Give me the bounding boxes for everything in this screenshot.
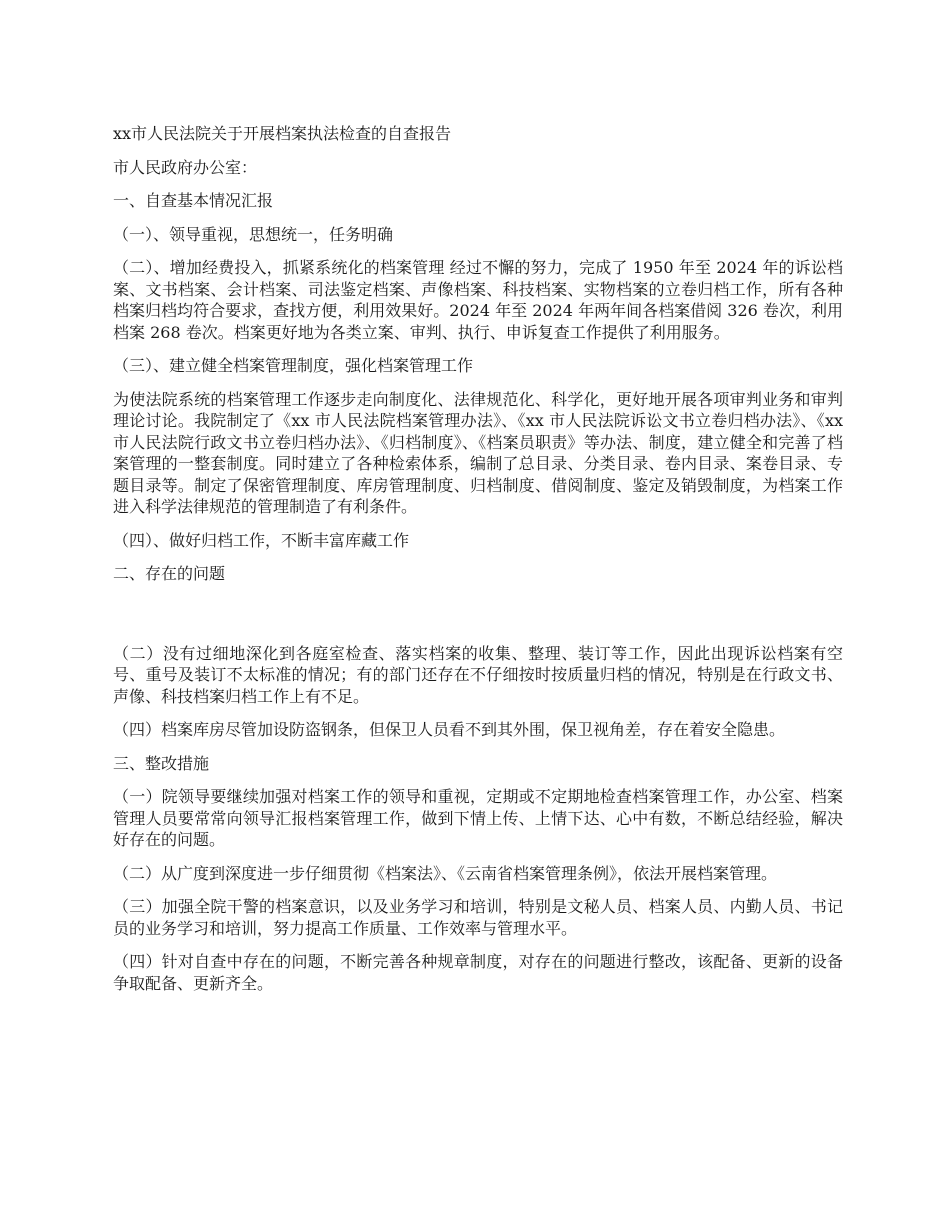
section-heading-3: 三、整改措施: [113, 753, 210, 773]
section-heading-1: 一、自查基本情况汇报: [113, 191, 274, 210]
measure-item-3: （三）加强全院干警的档案意识，以及业务学习和培训，特别是文秘人员、档案人员、内勤人员、书记员的业务学习和培训，努力提高工作质量、工作效率与管理水平。: [113, 897, 843, 938]
body-paragraph-rules: 为使法院系统的档案管理工作逐步走向制度化、法律规范化、科学化，更好地开展各项审判业务和审判理论讨论。我院制定了《xx 市人民法院档案管理办法》、《xx 市人民法院诉讼文书立卷归档办法》、《xx 市人民法院行政文书立卷归档办法》、《归档制度》、《档案员职责》等办法、制度，建立健全和完善了档案管理的一整套制度。同时建立了各种检索体系，编制了总目录、分类目录、卷内目录、案卷目录、专题目录等。制定了保密管理制度、库房管理制度、归档制度、借阅制度、鉴定及销毁制度，为档案工作进入科学法律规范的管理制造了有利条件。: [113, 389, 843, 516]
subsection-1-2: （二）、增加经费投入，抓紧系统化的档案管理 经过不懈的努力，完成了 1950 年至 2024 年的诉讼档案、文书档案、会计档案、司法鉴定档案、声像档案、科技档案、实物档案的立卷归档工作，所有各种档案归档均符合要求，查找方便，利用效果好。2024 年至 2024 年两年间各档案借阅 326 卷次，利用档案 268 卷次。档案更好地为各类立案、审判、执行、申诉复查工作提供了利用服务。: [113, 258, 843, 342]
subsection-1-3: （三）、建立健全档案管理制度，强化档案管理工作: [113, 356, 474, 375]
problem-item-4: （四）档案库房尽管加设防盗钢条，但保卫人员看不到其外围，保卫视角差，存在着安全隐患。: [113, 720, 786, 739]
measure-item-2: （二）从广度到深度进一步仔细贯彻《档案法》、《云南省档案管理条例》，依法开展档案管理。: [113, 863, 778, 883]
document-title: xx市人民法院关于开展档案执法检查的自查报告: [113, 124, 452, 143]
salutation: 市人民政府办公室：: [113, 157, 258, 177]
subsection-1-1: （一）、领导重视，思想统一，任务明确: [113, 224, 394, 244]
problem-item-2: （二）没有过细地深化到各庭室检查、落实档案的收集、整理、装订等工作，因此出现诉讼档案有空号、重号及装订不太标准的情况；有的部门还存在不仔细按时按质量归档的情况，特别是在行政文书、声像、科技档案归档工作上有不足。: [113, 643, 843, 706]
subsection-1-4: （四）、做好归档工作，不断丰富库藏工作: [113, 530, 410, 550]
document-page: [113, 123, 843, 1006]
measure-item-4: （四）针对自查中存在的问题，不断完善各种规章制度，对存在的问题进行整改，该配备、更新的设备争取配备、更新齐全。: [113, 952, 843, 993]
blank-space: [113, 597, 843, 643]
section-heading-2: 二、存在的问题: [113, 564, 226, 583]
measure-item-1: （一）院领导要继续加强对档案工作的领导和重视，定期或不定期地检查档案管理工作，办公室、档案管理人员要常常向领导汇报档案管理工作，做到下情上传、上情下达、心中有数，不断总结经验，解决好存在的问题。: [113, 787, 843, 849]
